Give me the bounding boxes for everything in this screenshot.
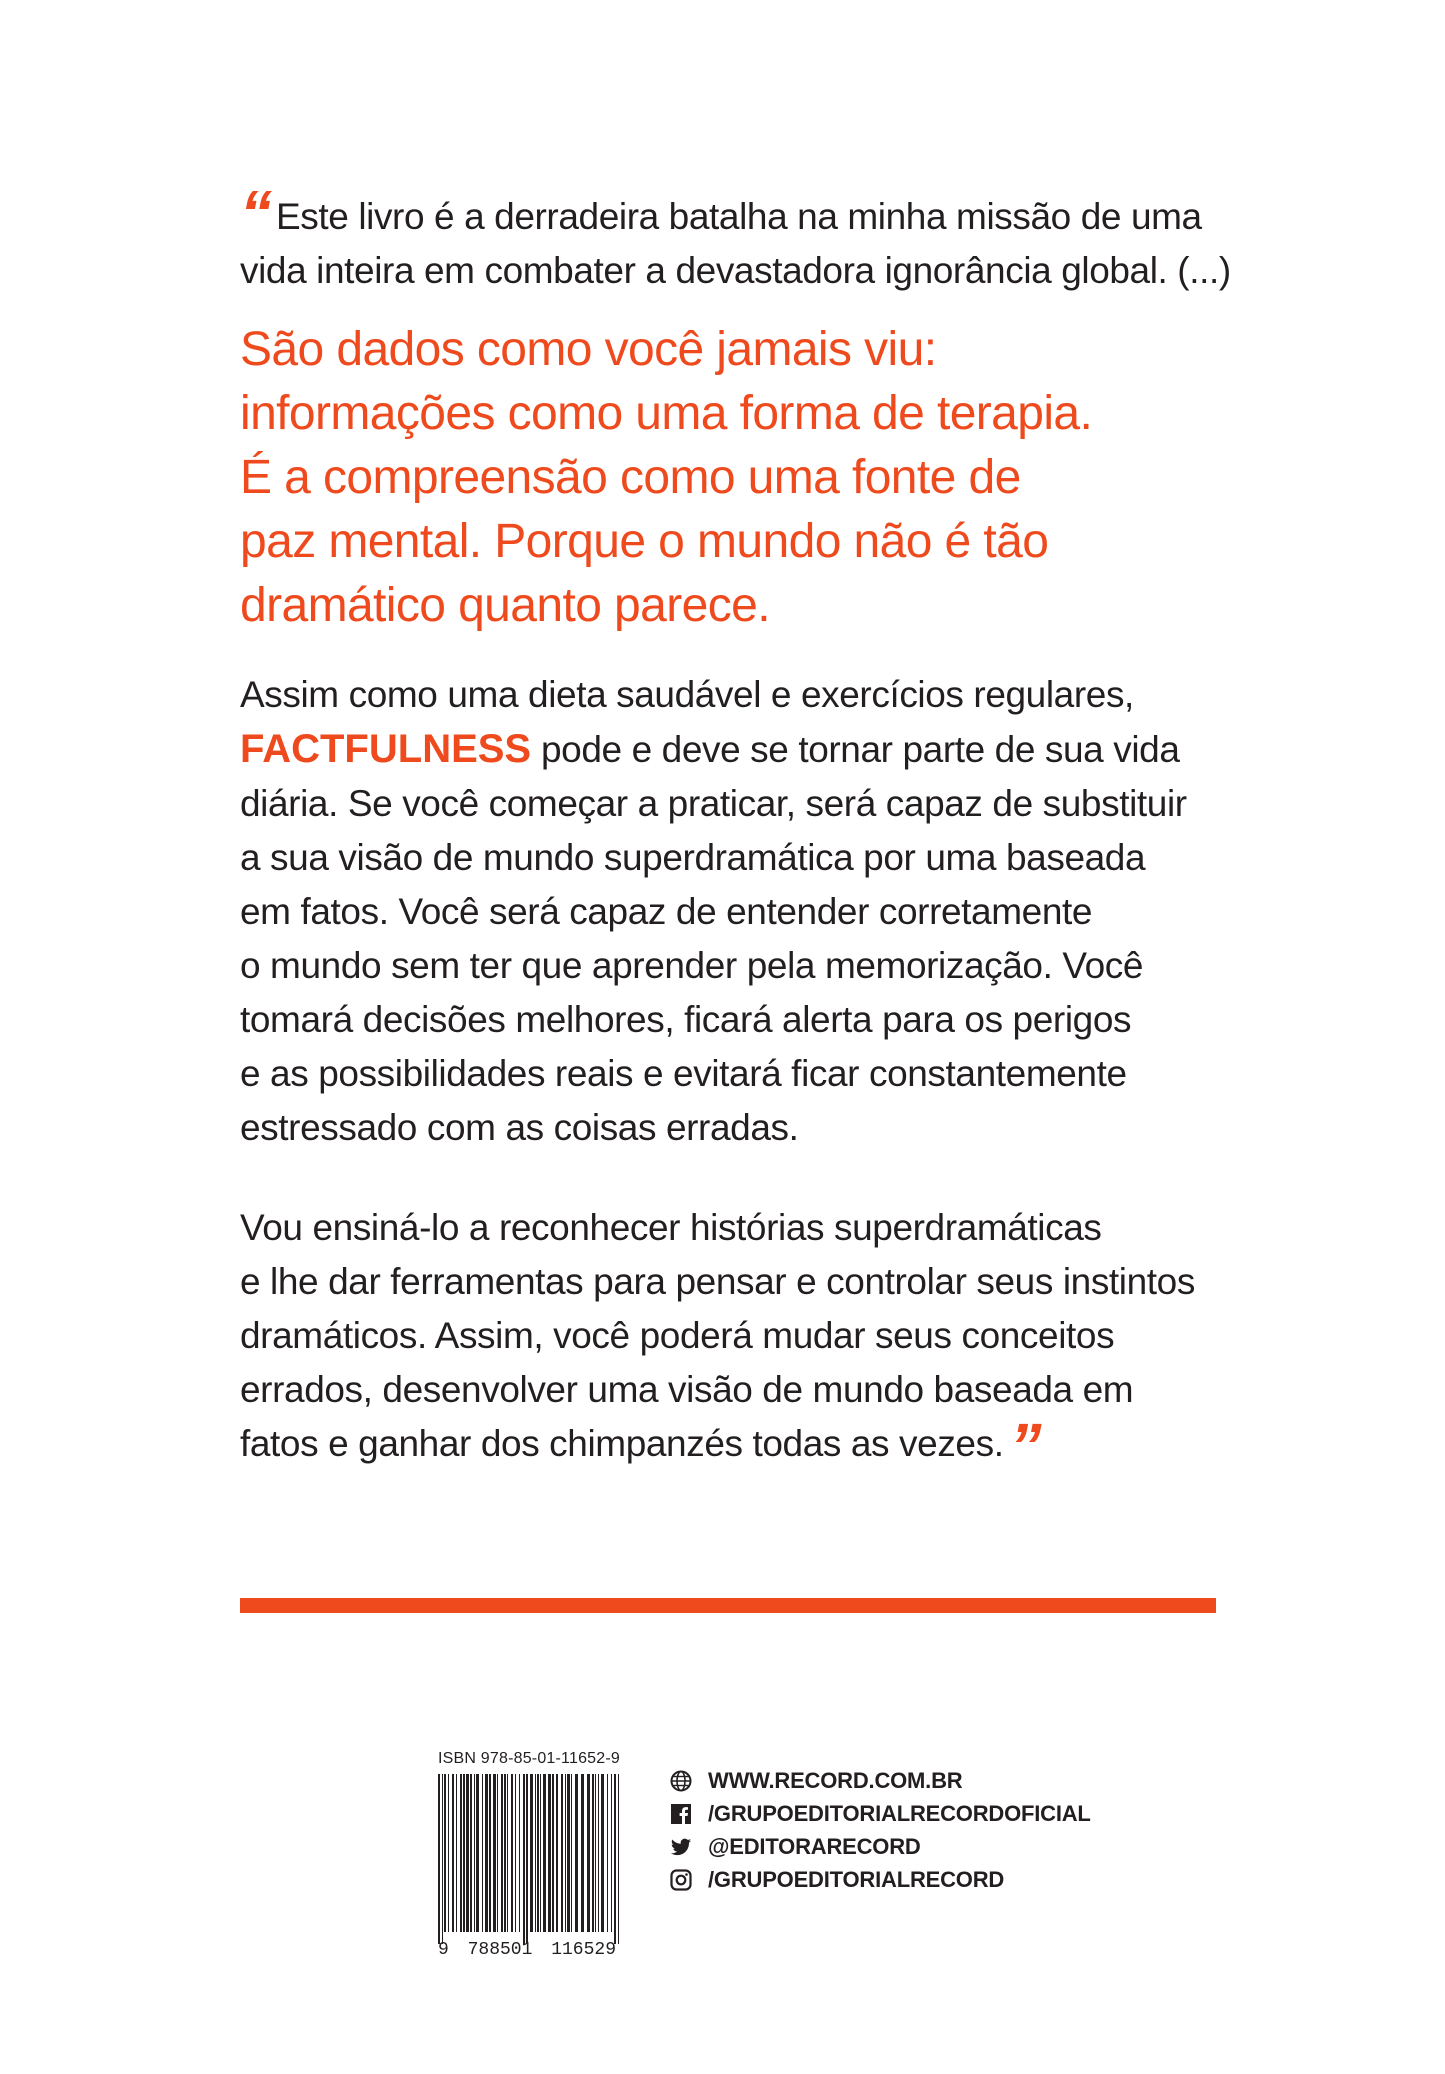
brand-name: FACTFULNESS (240, 727, 532, 771)
barcode-bar (474, 1774, 475, 1932)
isbn-label: ISBN 978-85-01-11652-9 (438, 1750, 620, 1767)
barcode-bar (452, 1774, 454, 1932)
website-text: WWW.RECORD.COM.BR (708, 1768, 963, 1793)
body-line: diária. Se você começar a praticar, será capaz de substituir (240, 783, 1187, 824)
body-line: dramáticos. Assim, você poderá mudar seus conceitos (240, 1315, 1115, 1356)
barcode-bars (434, 1774, 624, 1944)
barcode-bar (501, 1774, 503, 1932)
barcode-digits (434, 1940, 620, 1960)
barcode-bar (607, 1774, 608, 1932)
body-line: e as possibilidades reais e evitará ficar constantemente (240, 1053, 1127, 1094)
barcode-bar (463, 1774, 465, 1932)
intro-line: “ Este livro é a derradeira batalha na minha missão de uma (240, 177, 1202, 249)
barcode-bar (438, 1774, 440, 1944)
barcode-bar (460, 1774, 462, 1932)
barcode-bar (482, 1774, 483, 1932)
highlight-paragraph (240, 318, 1240, 638)
barcode-bar (614, 1774, 616, 1944)
barcode-bar (571, 1774, 572, 1932)
barcode-bar (526, 1774, 528, 1944)
body-line: Assim como uma dieta saudável e exercícios regulares, (240, 674, 1134, 715)
facebook-link[interactable] (670, 1799, 1091, 1829)
barcode-digit-group: 788501 (467, 1940, 533, 1960)
instagram-text: /GRUPOEDITORIALRECORD (708, 1867, 1005, 1892)
barcode-bar (575, 1774, 578, 1932)
barcode-digit-group: 9 (438, 1940, 449, 1960)
barcode-bar (587, 1774, 590, 1932)
facebook-text: /GRUPOEDITORIALRECORDOFICIAL (708, 1801, 1091, 1826)
barcode-bar (548, 1774, 551, 1932)
barcode-bar (537, 1774, 539, 1932)
body-line: fatos e ganhar dos chimpanzés todas as vezes.” (240, 1410, 1034, 1482)
barcode-bar (442, 1774, 443, 1944)
twitter-icon (670, 1836, 692, 1858)
intro-paragraph (240, 177, 1240, 298)
website-link[interactable] (670, 1766, 1091, 1796)
highlight-line: paz mental. Porque o mundo não é tão (240, 515, 1049, 568)
body-line: estressado com as coisas erradas. (240, 1107, 799, 1148)
facebook-icon (670, 1803, 692, 1825)
barcode-bar (552, 1774, 554, 1932)
globe-icon (670, 1770, 692, 1792)
barcode-bar (565, 1774, 566, 1932)
closing-paragraph (240, 1201, 1240, 1482)
barcode-bar (489, 1774, 491, 1932)
barcode-bar (515, 1774, 516, 1932)
barcode-bar (595, 1774, 596, 1932)
instagram-link[interactable] (670, 1865, 1091, 1895)
highlight-line: informações como uma forma de terapia. (240, 387, 1093, 440)
body-line: tomará decisões melhores, ficará alerta para os perigos (240, 999, 1132, 1040)
intro-line: vida inteira em combater a devastadora ignorância global. (...) (240, 250, 1231, 291)
close-quote-mark: ” (1009, 1410, 1034, 1482)
twitter-link[interactable] (670, 1832, 1091, 1862)
body-line: FACTFULNESS pode e deve se tornar parte de sua vida (240, 727, 1180, 771)
body-line: a sua visão de mundo superdramática por uma baseada (240, 837, 1146, 878)
barcode-bar (592, 1774, 594, 1932)
barcode-bar (611, 1774, 612, 1932)
barcode-bar (470, 1774, 472, 1932)
barcode-bar (581, 1774, 584, 1932)
open-quote-mark: “ (240, 177, 264, 249)
barcode-digit-group: 116529 (551, 1940, 616, 1960)
body-line: e lhe dar ferramentas para pensar e controlar seus instintos (240, 1261, 1195, 1302)
barcode-bar (561, 1774, 563, 1932)
factfulness-paragraph (240, 668, 1240, 1155)
highlight-line: São dados como você jamais viu: (240, 323, 937, 376)
barcode-bar (523, 1774, 525, 1944)
barcode-bar (485, 1774, 488, 1932)
barcode-bar (543, 1774, 546, 1932)
barcode-bar (601, 1774, 604, 1932)
barcode-bar (567, 1774, 570, 1932)
instagram-icon (670, 1869, 692, 1891)
barcode-bar (448, 1774, 449, 1932)
barcode-bar (540, 1774, 541, 1932)
body-line: errados, desenvolver uma visão de mundo baseada em (240, 1369, 1134, 1410)
barcode-bar (519, 1774, 520, 1932)
barcode-bar (535, 1774, 536, 1932)
barcode-bar (493, 1774, 496, 1932)
barcode-bar (556, 1774, 558, 1932)
barcode-bar (504, 1774, 506, 1932)
highlight-line: dramático quanto parece. (240, 579, 770, 632)
barcode-bar (618, 1774, 619, 1944)
barcode-bar (456, 1774, 457, 1932)
barcode-bar (476, 1774, 479, 1932)
body-line: em fatos. Você será capaz de entender corretamente (240, 891, 1093, 932)
highlight-line: É a compreensão como uma fonte de (240, 451, 1021, 504)
barcode-bar (598, 1774, 599, 1932)
twitter-text: @EDITORARECORD (708, 1834, 921, 1859)
orange-divider (240, 1598, 1216, 1613)
barcode-bar (530, 1774, 533, 1932)
back-cover-text (240, 177, 1240, 1482)
barcode-bar (511, 1774, 513, 1932)
barcode-bar (444, 1774, 446, 1932)
publisher-links (670, 1766, 1091, 1898)
barcode-bar (497, 1774, 498, 1932)
barcode-bar (466, 1774, 469, 1932)
barcode-bar (507, 1774, 508, 1932)
isbn-barcode (434, 1750, 634, 1960)
body-line: o mundo sem ter que aprender pela memorização. Você (240, 945, 1144, 986)
body-line: Vou ensiná-lo a reconhecer histórias superdramáticas (240, 1207, 1102, 1248)
